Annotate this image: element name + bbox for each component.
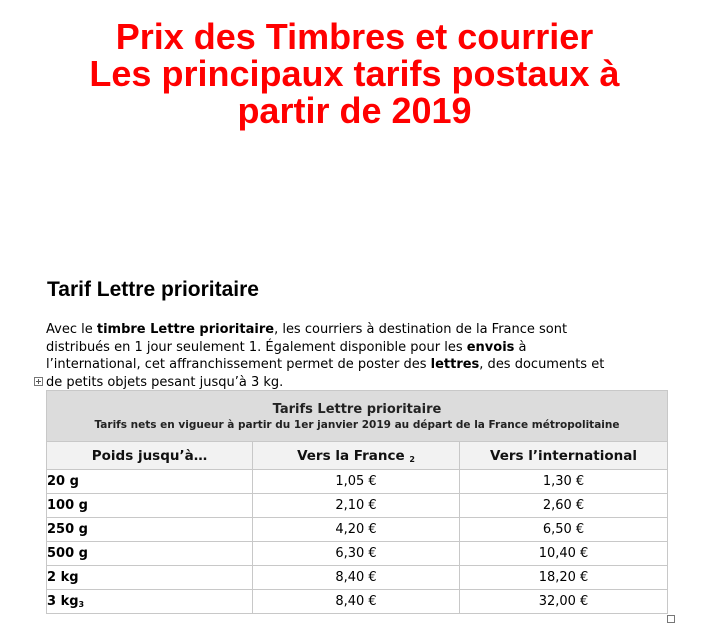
weight-cell xyxy=(47,542,253,566)
weight-cell xyxy=(47,518,253,542)
intro-text: , les courriers à destination de la France sont xyxy=(274,322,568,337)
weight-value: 2 kg xyxy=(47,570,79,585)
price-international-cell: 32,00 € xyxy=(460,590,668,614)
weight-value: 20 g xyxy=(47,474,79,489)
weight-cell xyxy=(47,590,253,614)
page-title-line-3: partir de 2019 xyxy=(237,90,472,131)
table-caption xyxy=(47,391,668,442)
intro-bold-text: lettres xyxy=(430,357,480,372)
price-international-cell: 18,20 € xyxy=(460,566,668,590)
table-row xyxy=(47,494,668,518)
weight-value: 3 kg xyxy=(47,594,79,609)
column-header-weight: Poids jusqu’à… xyxy=(47,442,253,470)
page-title-line-1: Prix des Timbres et courrier xyxy=(115,16,594,57)
weight-cell xyxy=(47,566,253,590)
weight-value: 250 g xyxy=(47,522,88,537)
column-header-france-label: Vers la France xyxy=(297,447,405,464)
intro-text: Avec le xyxy=(46,322,97,337)
intro-line-3 xyxy=(46,356,666,374)
footnote-marker: 2 xyxy=(409,454,415,464)
intro-bold-text: timbre Lettre prioritaire xyxy=(96,322,275,337)
column-header-france xyxy=(253,442,460,470)
intro-text: , des documents et xyxy=(479,357,605,372)
price-france-cell: 1,05 € xyxy=(253,470,460,494)
table-row xyxy=(47,566,668,590)
price-international-cell: 2,60 € xyxy=(460,494,668,518)
weight-value: 500 g xyxy=(47,546,88,561)
footnote-marker: 3 xyxy=(78,600,85,609)
section-heading: Tarif Lettre prioritaire xyxy=(47,278,259,301)
page-title xyxy=(0,18,709,129)
table-row xyxy=(47,542,668,566)
intro-line-2 xyxy=(46,339,666,357)
column-header-international: Vers l’international xyxy=(460,442,668,470)
move-icon[interactable] xyxy=(34,377,43,386)
table-row xyxy=(47,470,668,494)
price-france-cell: 8,40 € xyxy=(253,566,460,590)
price-france-cell: 8,40 € xyxy=(253,590,460,614)
intro-text: à xyxy=(514,339,527,355)
intro-line-4: de petits objets pesant jusqu’à 3 kg. xyxy=(46,374,284,390)
weight-value: 100 g xyxy=(47,498,88,513)
intro-text: distribués en 1 jour seulement 1. Également disponible pour les xyxy=(46,339,467,355)
intro-line-1 xyxy=(46,321,666,339)
table-row xyxy=(47,590,668,614)
table-caption-subtitle: Tarifs nets en vigueur à partir du 1er janvier 2019 au départ de la France métropolitaine xyxy=(94,418,620,431)
price-france-cell: 6,30 € xyxy=(253,542,460,566)
price-international-cell: 10,40 € xyxy=(460,542,668,566)
price-france-cell: 2,10 € xyxy=(253,494,460,518)
table-row xyxy=(47,518,668,542)
resize-handle-icon[interactable] xyxy=(667,615,675,623)
intro-paragraph xyxy=(46,321,666,391)
intro-bold-text: envois xyxy=(466,339,515,355)
price-france-cell: 4,20 € xyxy=(253,518,460,542)
page-title-line-2: Les principaux tarifs postaux à xyxy=(89,53,620,94)
price-international-cell: 1,30 € xyxy=(460,470,668,494)
tariff-table xyxy=(46,390,668,614)
weight-cell xyxy=(47,470,253,494)
price-international-cell: 6,50 € xyxy=(460,518,668,542)
table-caption-title: Tarifs Lettre prioritaire xyxy=(272,401,442,417)
weight-cell xyxy=(47,494,253,518)
intro-text: l’international, cet affranchissement permet de poster des xyxy=(46,357,431,372)
